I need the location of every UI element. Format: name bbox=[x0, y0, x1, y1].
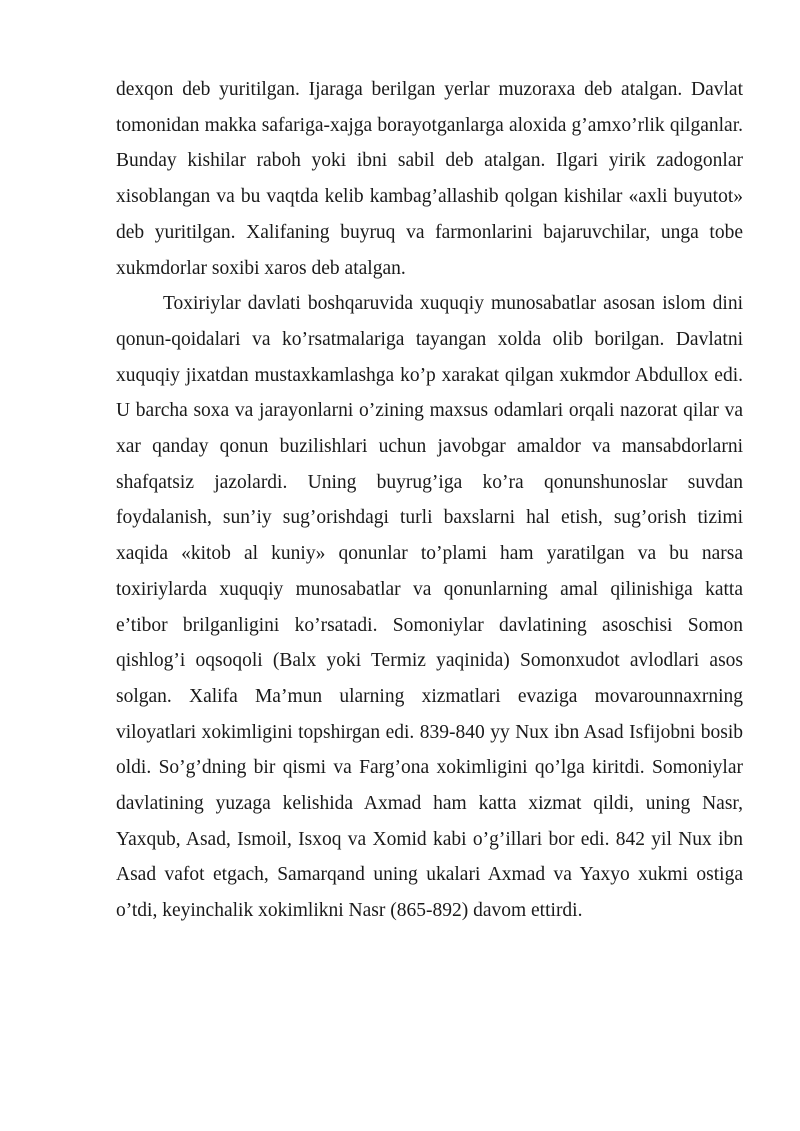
paragraph-toxiriylar: Toxiriylar davlati boshqaruvida xuquqiy munosabatlar asosan islom dini qonun-qoidalari va ko’rsatmalariga tayangan xolda olib borilgan. Davlatni xuquqiy jixatdan mustaxkamlashga ko’p xarakat qilgan xukmdor Abdullox edi. U barcha soxa va jarayonlarni o’zining maxsus odamlari orqali nazorat qilar va xar qanday qonun buzilishlari uchun javobgar amaldor va mansabdorlarni shafqatsiz jazolardi. Uning buyrug’iga ko’ra qonunshunoslar suvdan foydalanish, sun’iy sug’orishdagi turli baxslarni hal etish, sug’orish tizimi xaqida «kitob al kuniy» qonunlar to’plami ham yaratilgan va bu narsa toxiriylarda xuquqiy munosabatlar va qonunlarning amal qilinishiga katta e’tibor brilganligini ko’rsatadi. Somoniylar davlatining asoschisi Somon qishlog’i oqsoqoli (Balx yoki Termiz yaqinida) Somonxudot avlodlari asos solgan. Xalifa Ma’mun ularning xizmatlari evaziga movarounnaxrning viloyatlari xokimligini topshirgan edi. 839-840 yy Nux ibn Asad Isfijobni bosib oldi. So’g’dning bir qismi va Farg’ona xokimligini qo’lga kiritdi. Somoniylar davlatining yuzaga kelishida Axmad ham katta xizmat qildi, uning Nasr, Yaxqub, Asad, Ismoil, Isxoq va Xomid kabi o’g’illari bor edi. 842 yil Nux ibn Asad vafot etgach, Samarqand uning ukalari Axmad va Yaxyo xukmi ostiga o’tdi, keyinchalik xokimlikni Nasr (865-892) davom ettirdi. bbox=[116, 293, 743, 922]
body-text bbox=[116, 72, 743, 929]
paragraph-continuation: dexqon deb yuritilgan. Ijaraga berilgan yerlar muzoraxa deb atalgan. Davlat tomonidan makka safariga-xajga borayotganlarga aloxida g’amxo’rlik qilganlar. Bunday kishilar raboh yoki ibni sabil deb atalgan. Ilgari yirik zadogonlar xisoblangan va bu vaqtda kelib kambag’allashib qolgan kishilar «axli buyutot» deb yuritilgan. Xalifaning buyruq va farmonlarini bajaruvchilar, unga tobe xukmdorlar soxibi xaros deb atalgan. bbox=[116, 79, 743, 279]
